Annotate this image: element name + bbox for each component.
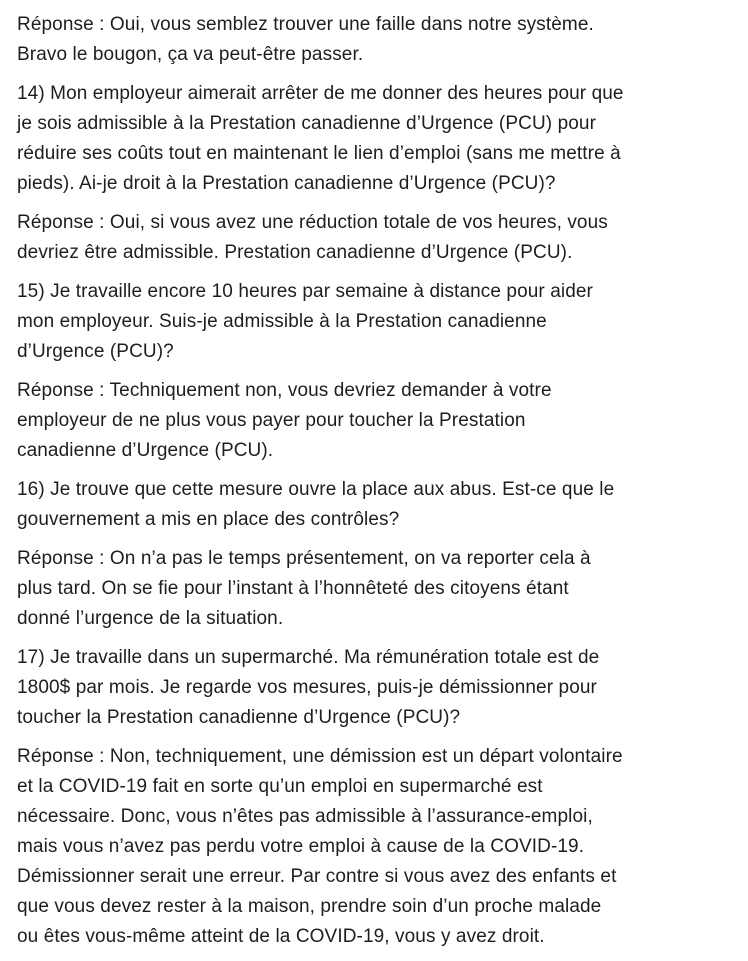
question-15: 15) Je travaille encore 10 heures par semaine à distance pour aider mon employeur. Suis-je admissible à la Prestation canadienne d’Urgence (PCU)? xyxy=(17,281,593,362)
answer-17: Réponse : Non, techniquement, une démission est un départ volontaire et la COVID-19 fait en sorte qu’un emploi en supermarché est nécessaire. Donc, vous n’êtes pas admissible à l’assurance-emploi, mais vous n’avez pas perdu votre emploi à cause de la COVID-19. Démissionner serait une erreur. Par contre si vous avez des enfants et que vous devez rester à la maison, prendre soin d’un proche malade ou êtes vous-même atteint de la COVID-19, vous y avez droit. xyxy=(17,746,623,947)
post-body xyxy=(17,10,739,961)
question-14: 14) Mon employeur aimerait arrêter de me donner des heures pour que je sois admissible à la Prestation canadienne d’Urgence (PCU) pour réduire ses coûts tout en maintenant le lien d’emploi (sans me mettre à pieds). Ai-je droit à la Prestation canadienne d’Urgence (PCU)? xyxy=(17,83,624,194)
answer-14: Réponse : Oui, si vous avez une réduction totale de vos heures, vous devriez être admissible. Prestation canadienne d’Urgence (PCU). xyxy=(17,212,608,263)
answer-paragraph: Réponse : Oui, vous semblez trouver une faille dans notre système. Bravo le bougon, ça va peut-être passer. xyxy=(17,14,594,65)
answer-15: Réponse : Techniquement non, vous devriez demander à votre employeur de ne plus vous payer pour toucher la Prestation canadienne d’Urgence (PCU). xyxy=(17,380,552,461)
answer-16: Réponse : On n’a pas le temps présentement, on va reporter cela à plus tard. On se fie pour l’instant à l’honnêteté des citoyens étant donné l’urgence de la situation. xyxy=(17,548,591,629)
question-16: 16) Je trouve que cette mesure ouvre la place aux abus. Est-ce que le gouvernement a mis en place des contrôles? xyxy=(17,479,615,530)
question-17: 17) Je travaille dans un supermarché. Ma rémunération totale est de 1800$ par mois. Je regarde vos mesures, puis-je démissionner pour toucher la Prestation canadienne d’Urgence (PCU)? xyxy=(17,647,600,728)
